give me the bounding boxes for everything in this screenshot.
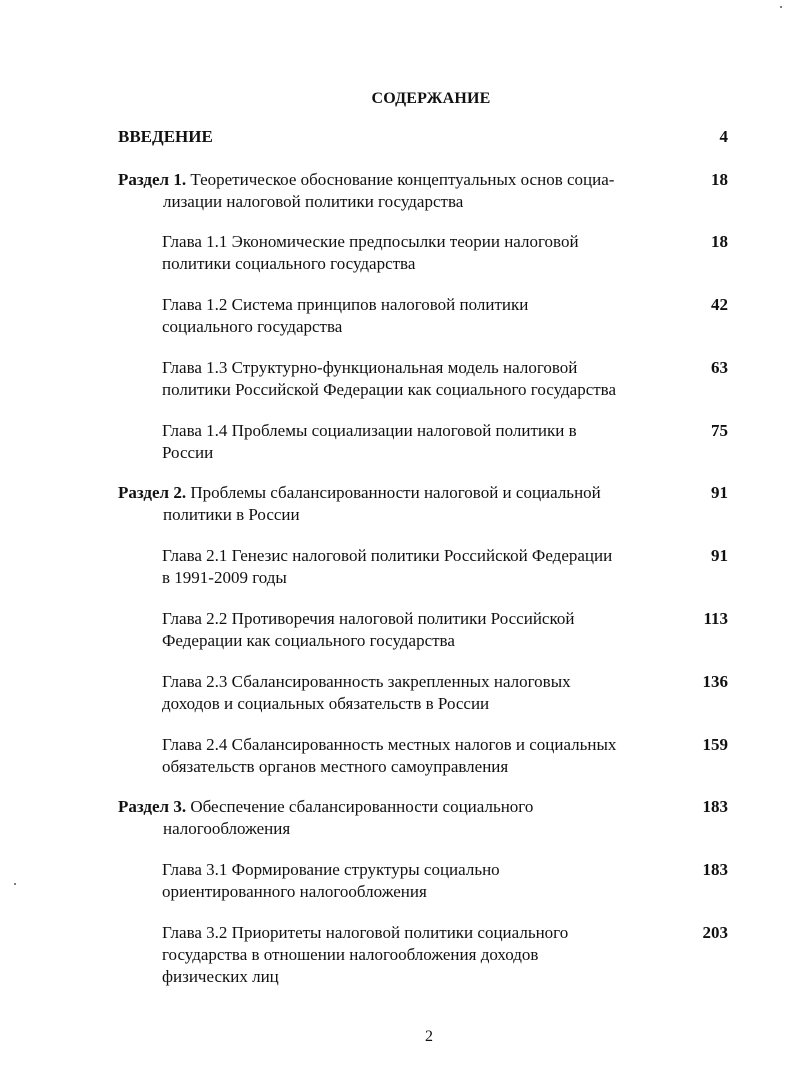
page-number: 2 bbox=[425, 1028, 433, 1045]
entry-text bbox=[162, 231, 682, 275]
entry-line-1: Проблемы сбалансированности налоговой и социальной bbox=[190, 483, 601, 502]
entry-line-2: ориентированного налогообложения bbox=[162, 882, 427, 901]
entry-page: 183 bbox=[702, 797, 728, 816]
entry-text bbox=[118, 169, 678, 213]
entry-line-2: в 1991-2009 годы bbox=[162, 568, 287, 587]
entry-line-1: Глава 2.4 Сбалансированность местных налогов и социальных bbox=[162, 735, 617, 754]
entry-label: Раздел 3. bbox=[118, 797, 187, 816]
entry-page: 63 bbox=[711, 358, 728, 377]
entry-page: 4 bbox=[719, 127, 728, 146]
entry-text bbox=[162, 734, 702, 778]
entry-label: Раздел 1. bbox=[118, 170, 187, 189]
entry-line-1: Глава 1.1 Экономические предпосылки теории налоговой bbox=[162, 232, 579, 251]
entry-line-1: Глава 1.3 Структурно-функциональная модель налоговой bbox=[162, 358, 578, 377]
entry-text bbox=[118, 796, 678, 840]
entry-text bbox=[162, 294, 682, 338]
entry-label: ВВЕДЕНИЕ bbox=[118, 127, 213, 146]
entry-text bbox=[162, 545, 682, 589]
entry-page: 159 bbox=[702, 735, 728, 754]
entry-line-2: социального государства bbox=[162, 317, 343, 336]
entry-page: 42 bbox=[711, 295, 728, 314]
entry-page: 113 bbox=[703, 609, 728, 628]
entry-line-1: Глава 1.2 Система принципов налоговой политики bbox=[162, 295, 529, 314]
entry-line-2: Федерации как социального государства bbox=[162, 631, 455, 650]
entry-line-1: Глава 2.3 Сбалансированность закрепленных налоговых bbox=[162, 672, 571, 691]
entry-text bbox=[162, 671, 682, 715]
entry-label: Раздел 2. bbox=[118, 483, 187, 502]
entry-line-2: России bbox=[162, 443, 214, 462]
entry-line-1: Обеспечение сбалансированности социального bbox=[190, 797, 534, 816]
scan-speck bbox=[780, 6, 782, 8]
entry-line-2: лизации налоговой политики государства bbox=[163, 192, 464, 211]
entry-line-2: налогообложения bbox=[163, 819, 291, 838]
entry-line-1: Глава 3.2 Приоритеты налоговой политики социального bbox=[162, 923, 569, 942]
scan-speck bbox=[14, 883, 16, 885]
entry-line-2: политики Российской Федерации как социального государства bbox=[162, 380, 617, 399]
toc-heading: СОДЕРЖАНИЕ bbox=[371, 90, 491, 107]
entry-line-1: Глава 2.1 Генезис налоговой политики Российской Федерации bbox=[162, 546, 613, 565]
entry-page: 18 bbox=[711, 232, 728, 251]
entry-line-2: государства в отношении налогообложения доходов bbox=[162, 945, 539, 964]
entry-text bbox=[162, 608, 682, 652]
entry-line-1: Глава 1.4 Проблемы социализации налоговой политики в bbox=[162, 421, 577, 440]
entry-text bbox=[162, 922, 682, 988]
entry-line-2: обязательств органов местного самоуправления bbox=[162, 757, 509, 776]
entry-page: 18 bbox=[711, 170, 728, 189]
entry-line-2: политики социального государства bbox=[162, 254, 416, 273]
entry-page: 91 bbox=[711, 546, 728, 565]
entry-page: 203 bbox=[702, 923, 728, 942]
entry-page: 91 bbox=[711, 483, 728, 502]
entry-line-1: Глава 2.2 Противоречия налоговой политики Российской bbox=[162, 609, 575, 628]
entry-line-2: доходов и социальных обязательств в России bbox=[162, 694, 490, 713]
entry-page: 136 bbox=[702, 672, 728, 691]
entry-page: 75 bbox=[711, 421, 728, 440]
entry-text bbox=[118, 482, 678, 526]
entry-text bbox=[162, 859, 682, 903]
entry-line-1: Теоретическое обоснование концептуальных основ социа- bbox=[190, 170, 615, 189]
entry-line-3: физических лиц bbox=[162, 967, 279, 986]
entry-line-1: Глава 3.1 Формирование структуры социально bbox=[162, 860, 500, 879]
entry-line-2: политики в России bbox=[163, 505, 300, 524]
entry-text bbox=[162, 420, 682, 464]
entry-page: 183 bbox=[702, 860, 728, 879]
entry-text bbox=[162, 357, 702, 401]
